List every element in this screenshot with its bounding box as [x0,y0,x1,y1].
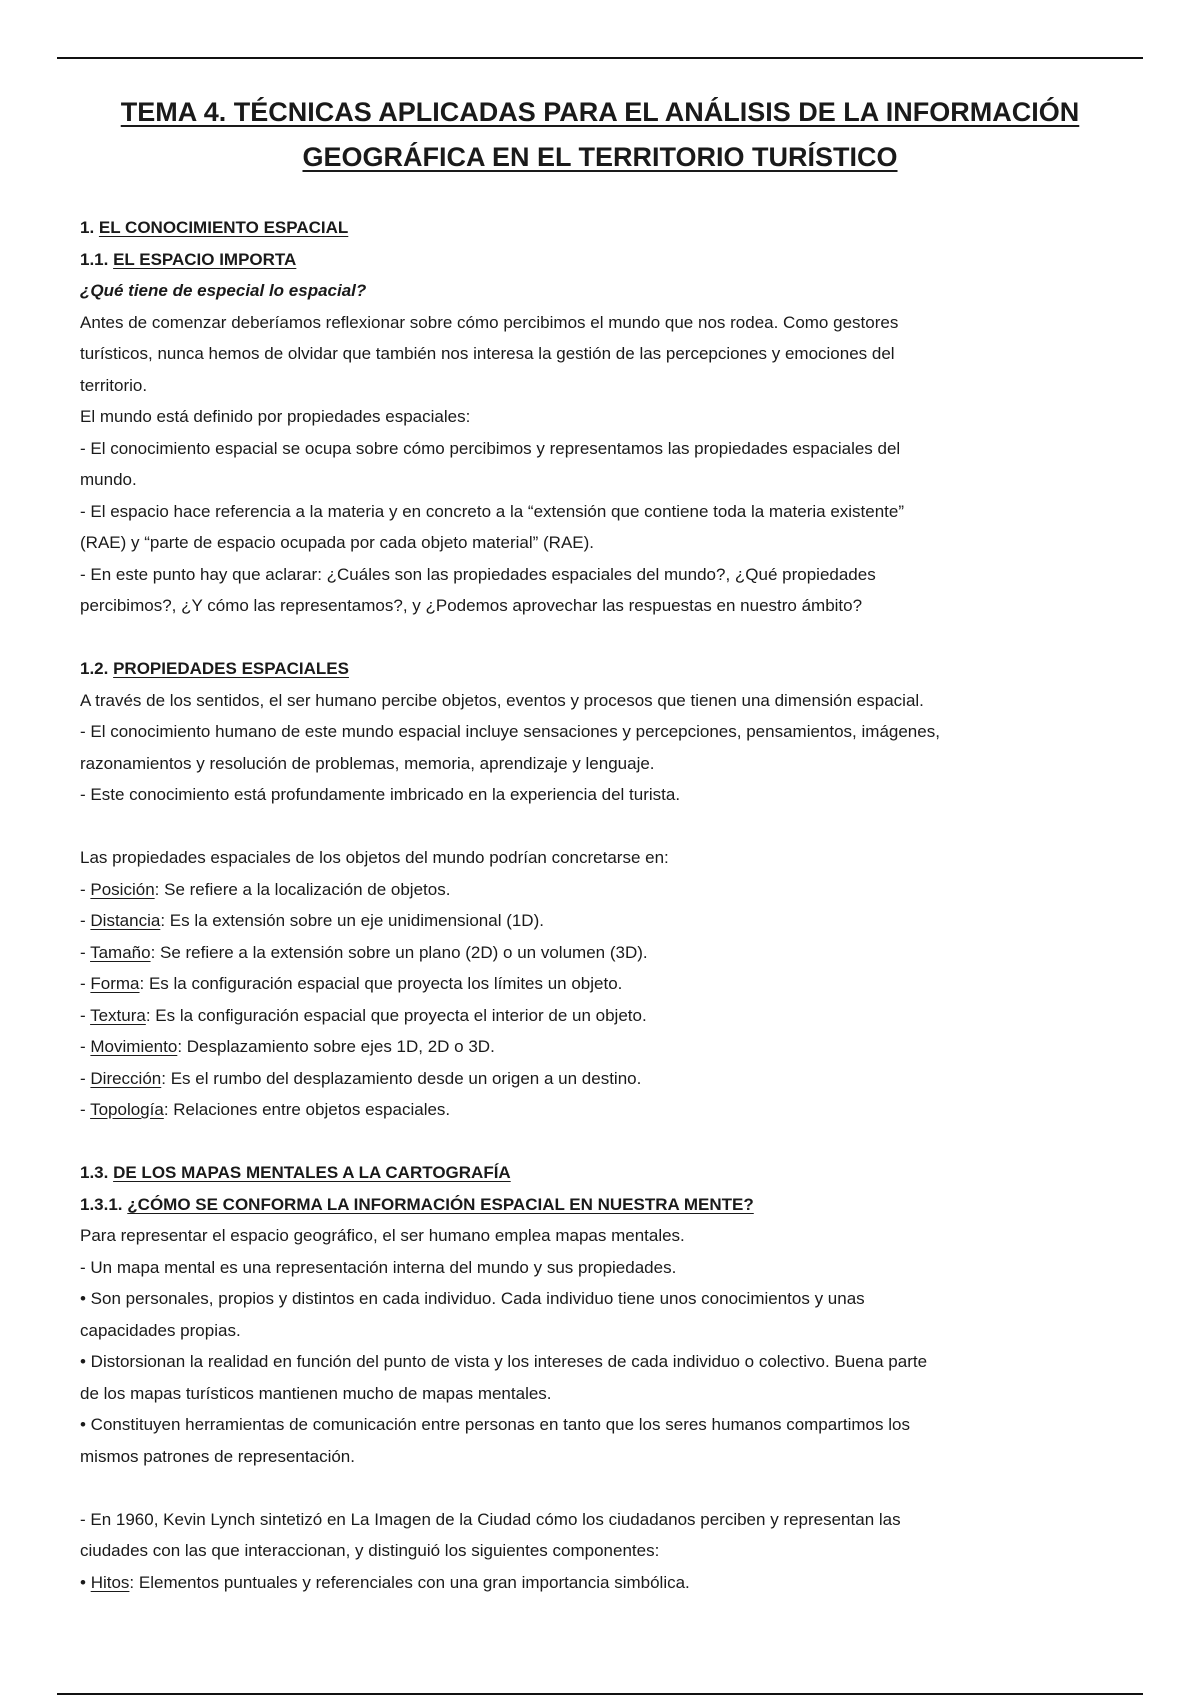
property-item: - Tamaño: Se refiere a la extensión sobre un plano (2D) o un volumen (3D). [80,942,648,962]
section-1-2-number: 1.2. [80,659,109,678]
paragraph-line: mundo. [80,470,137,489]
paragraph-line: de los mapas turísticos mantienen mucho de mapas mentales. [80,1383,552,1403]
paragraph-line: - El espacio hace referencia a la materia y en concreto a la “extensión que contiene toda la materia existente” [80,501,905,521]
paragraph-line: • Distorsionan la realidad en función del punto de vista y los intereses de cada individuo o colectivo. Buena parte [80,1352,928,1371]
paragraph-line: percibimos?, ¿Y cómo las representamos?, y ¿Podemos aprovechar las respuestas en nuestro ámbito? [80,596,863,615]
property-desc: : Relaciones entre objetos espaciales. [163,1100,451,1119]
section-1-3-number: 1.3. [80,1163,109,1182]
section-1-heading [80,212,1120,244]
properties-intro: Las propiedades espaciales de los objetos del mundo podrían concretarse en: [80,848,669,867]
paragraph-line: - En 1960, Kevin Lynch sintetizó en La Imagen de la Ciudad cómo los ciudadanos perciben y representan las [80,1509,901,1529]
property-item: - Posición: Se refiere a la localización de objetos. [80,879,451,899]
hitos-item [80,1567,1120,1599]
section-1-3-1-heading [80,1189,1120,1221]
section-1-1-question: ¿Qué tiene de especial lo espacial? [80,281,367,300]
paragraph-line: • Constituyen herramientas de comunicación entre personas en tanto que los seres humanos compartimos los [80,1415,910,1434]
property-item: - Forma: Es la configuración espacial que proyecta los límites un objeto. [80,974,623,993]
section-1-1-title: EL ESPACIO IMPORTA [113,249,297,269]
paragraph-line: - El conocimiento espacial se ocupa sobre cómo percibimos y representamos las propiedades espaciales del [80,438,901,458]
paragraph-line: turísticos, nunca hemos de olvidar que también nos interesa la gestión de las percepciones y emociones del [80,344,895,363]
section-1-3-1-title: ¿CÓMO SE CONFORMA LA INFORMACIÓN ESPACIAL EN NUESTRA MENTE? [127,1194,754,1214]
property-item: - Textura: Es la configuración espacial que proyecta el interior de un objeto. [80,1005,647,1025]
section-1-2-title: PROPIEDADES ESPACIALES [113,659,349,678]
section-1-3-title: DE LOS MAPAS MENTALES A LA CARTOGRAFÍA [113,1163,511,1182]
paragraph-line: - Este conocimiento está profundamente imbricado en la experiencia del turista. [80,785,681,804]
property-desc: : Se refiere a la extensión sobre un plano (2D) o un volumen (3D). [150,942,648,962]
section-1-3-heading [80,1157,1120,1189]
property-term: Forma [90,974,140,993]
property-item: - Topología: Relaciones entre objetos espaciales. [80,1100,451,1119]
section-1-number: 1. [80,218,95,237]
spacer [80,622,1120,654]
paragraph-line: Para representar el espacio geográfico, el ser humano emplea mapas mentales. [80,1226,685,1245]
property-term: Topología [90,1100,164,1119]
paragraph-line: - Un mapa mental es una representación interna del mundo y sus propiedades. [80,1257,677,1277]
property-desc: : Es la extensión sobre un eje unidimensional (1D). [160,911,544,930]
property-item: - Dirección: Es el rumbo del desplazamiento desde un origen a un destino. [80,1068,642,1088]
property-term: Movimiento [90,1037,178,1056]
paragraph-line: El mundo está definido por propiedades espaciales: [80,407,471,426]
paragraph-line: Antes de comenzar deberíamos reflexionar sobre cómo percibimos el mundo que nos rodea. Como gestores [80,312,899,332]
paragraph-line: mismos patrones de representación. [80,1446,355,1466]
title-line-1: TEMA 4. TÉCNICAS APLICADAS PARA EL ANÁLISIS DE LA INFORMACIÓN [120,97,1080,127]
property-desc: : Es la configuración espacial que proyecta los límites un objeto. [139,974,623,993]
title-line-2: GEOGRÁFICA EN EL TERRITORIO TURÍSTICO [302,142,898,172]
bullet: • [80,1572,91,1592]
paragraph-line: • Son personales, propios y distintos en cada individuo. Cada individuo tiene unos conocimientos y unas [80,1289,865,1308]
section-1-1-heading [80,244,1120,276]
paragraph-line: - El conocimiento humano de este mundo espacial incluye sensaciones y percepciones, pensamientos, imágenes, [80,722,940,741]
paragraph-line: A través de los sentidos, el ser humano percibe objetos, eventos y procesos que tienen una dimensión espacial. [80,690,924,710]
bottom-rule [57,1693,1143,1695]
spacer [80,811,1120,843]
paragraph-line: razonamientos y resolución de problemas, memoria, aprendizaje y lenguaje. [80,753,655,773]
property-desc: : Es el rumbo del desplazamiento desde un origen a un destino. [161,1068,642,1088]
section-1-3-1-number: 1.3.1. [80,1194,123,1214]
property-item: - Movimiento: Desplazamiento sobre ejes 1D, 2D o 3D. [80,1037,495,1056]
spacer [80,1472,1120,1504]
section-1-2-heading [80,653,1120,685]
paragraph-line: (RAE) y “parte de espacio ocupada por cada objeto material” (RAE). [80,533,595,552]
paragraph-line: ciudades con las que interaccionan, y distinguió los siguientes componentes: [80,1541,660,1560]
property-term: Tamaño [90,942,151,962]
section-1-1-number: 1.1. [80,249,109,269]
paragraph-line: territorio. [80,375,148,395]
property-term: Posición [90,879,155,899]
property-desc: : Desplazamiento sobre ejes 1D, 2D o 3D. [177,1037,495,1056]
property-term: Textura [90,1005,146,1025]
property-desc: : Se refiere a la localización de objetos. [154,879,451,899]
property-term: Distancia [90,911,161,930]
top-rule [57,57,1143,59]
spacer [80,1126,1120,1158]
document-title [60,90,1140,180]
document-body [80,212,1120,1598]
hitos-term: Hitos [90,1572,130,1592]
hitos-desc: : Elementos puntuales y referenciales con una gran importancia simbólica. [129,1572,690,1592]
property-item: - Distancia: Es la extensión sobre un eje unidimensional (1D). [80,911,544,930]
paragraph-line: capacidades propias. [80,1320,241,1340]
section-1-title: EL CONOCIMIENTO ESPACIAL [98,218,349,237]
property-desc: : Es la configuración espacial que proyecta el interior de un objeto. [145,1005,647,1025]
property-term: Dirección [90,1068,162,1088]
paragraph-line: - En este punto hay que aclarar: ¿Cuáles son las propiedades espaciales del mundo?, ¿Qué propiedades [80,564,876,584]
